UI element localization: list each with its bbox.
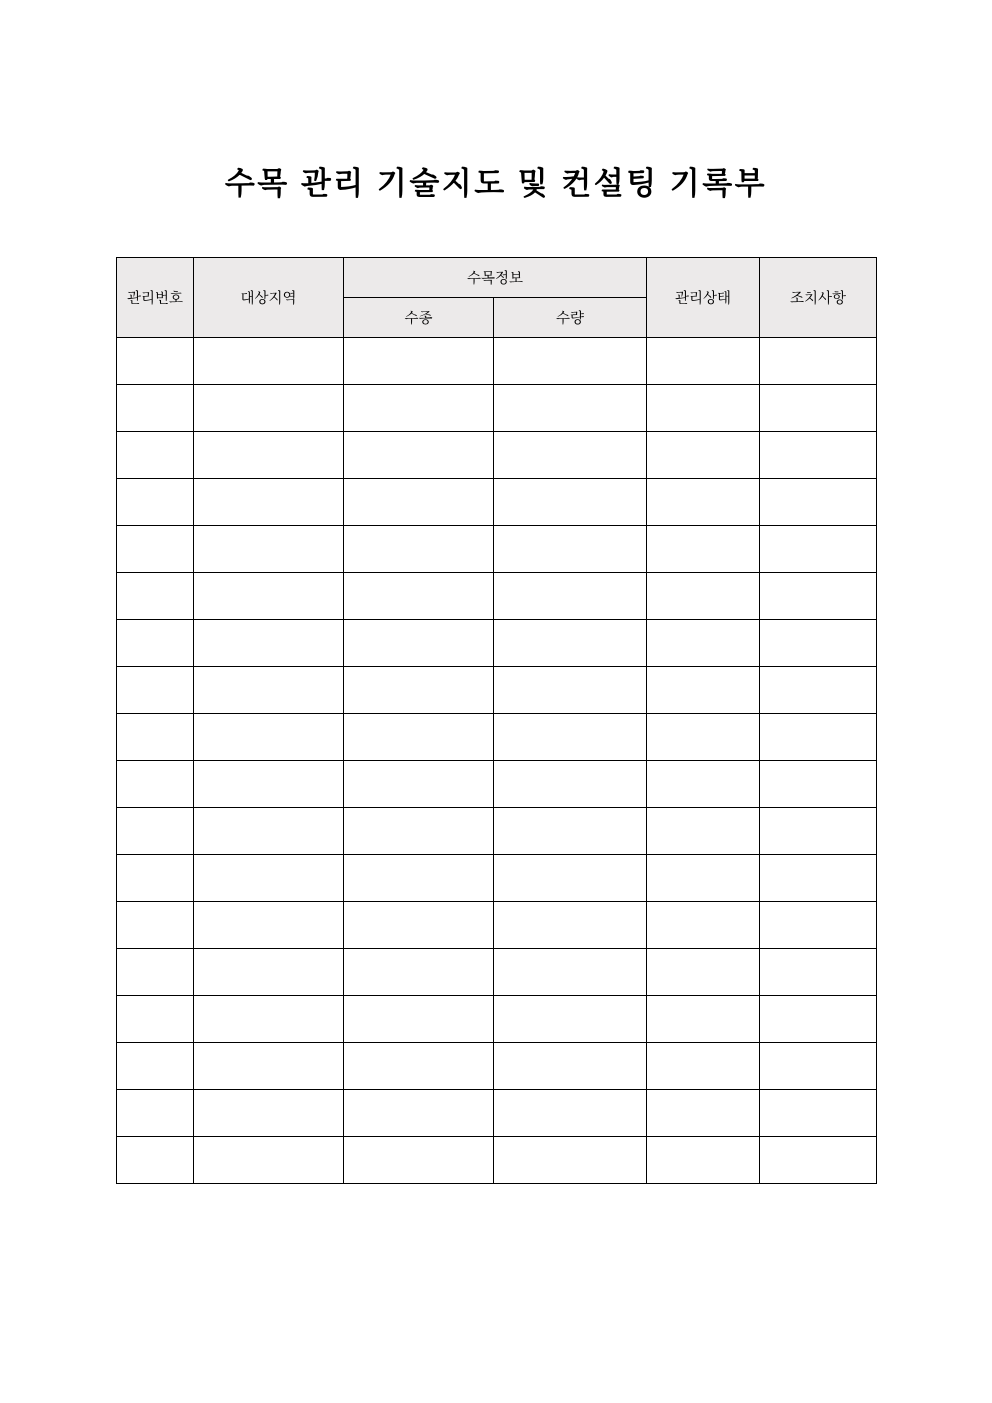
table-row [117,432,877,479]
table-row [117,761,877,808]
cell-manage-no[interactable] [117,855,194,902]
cell-action[interactable] [760,573,877,620]
cell-target-area[interactable] [194,385,344,432]
cell-species[interactable] [344,432,494,479]
cell-manage-state[interactable] [647,573,760,620]
column-header-target-area: 대상지역 [194,258,344,338]
cell-species[interactable] [344,1043,494,1090]
cell-quantity[interactable] [494,808,647,855]
table-row [117,855,877,902]
table-row [117,714,877,761]
cell-target-area[interactable] [194,573,344,620]
tree-management-record-table [116,257,877,1184]
cell-species[interactable] [344,620,494,667]
page-title: 수목 관리 기술지도 및 컨설팅 기록부 [224,166,768,201]
table-row [117,902,877,949]
cell-manage-no[interactable] [117,808,194,855]
table-row [117,1137,877,1184]
table-row [117,1090,877,1137]
cell-species[interactable] [344,855,494,902]
cell-species[interactable] [344,808,494,855]
cell-manage-state[interactable] [647,808,760,855]
cell-manage-no[interactable] [117,902,194,949]
cell-quantity[interactable] [494,479,647,526]
cell-target-area[interactable] [194,996,344,1043]
cell-manage-state[interactable] [647,385,760,432]
cell-quantity[interactable] [494,902,647,949]
cell-quantity[interactable] [494,996,647,1043]
table-row [117,1043,877,1090]
cell-target-area[interactable] [194,526,344,573]
cell-manage-state[interactable] [647,1043,760,1090]
table-row [117,385,877,432]
cell-target-area[interactable] [194,432,344,479]
table-row [117,479,877,526]
cell-target-area[interactable] [194,808,344,855]
cell-manage-no[interactable] [117,996,194,1043]
cell-manage-no[interactable] [117,714,194,761]
cell-action[interactable] [760,996,877,1043]
cell-manage-state[interactable] [647,432,760,479]
column-header-species: 수종 [344,298,494,338]
cell-species[interactable] [344,385,494,432]
cell-quantity[interactable] [494,667,647,714]
table-header-row-1 [117,258,877,298]
cell-action[interactable] [760,949,877,996]
cell-target-area[interactable] [194,338,344,385]
cell-quantity[interactable] [494,1090,647,1137]
cell-action[interactable] [760,667,877,714]
cell-action[interactable] [760,385,877,432]
cell-action[interactable] [760,714,877,761]
cell-species[interactable] [344,1090,494,1137]
cell-manage-state[interactable] [647,902,760,949]
cell-species[interactable] [344,479,494,526]
cell-target-area[interactable] [194,667,344,714]
cell-target-area[interactable] [194,902,344,949]
cell-quantity[interactable] [494,761,647,808]
column-header-manage-state: 관리상태 [647,258,760,338]
cell-species[interactable] [344,949,494,996]
cell-quantity[interactable] [494,526,647,573]
cell-action[interactable] [760,902,877,949]
cell-action[interactable] [760,338,877,385]
table-row [117,808,877,855]
cell-target-area[interactable] [194,1043,344,1090]
cell-species[interactable] [344,1137,494,1184]
cell-manage-no[interactable] [117,949,194,996]
cell-species[interactable] [344,526,494,573]
cell-manage-no[interactable] [117,573,194,620]
cell-manage-no[interactable] [117,526,194,573]
cell-manage-state[interactable] [647,526,760,573]
cell-quantity[interactable] [494,1043,647,1090]
cell-manage-state[interactable] [647,479,760,526]
cell-species[interactable] [344,573,494,620]
cell-quantity[interactable] [494,714,647,761]
cell-manage-no[interactable] [117,385,194,432]
cell-quantity[interactable] [494,432,647,479]
cell-action[interactable] [760,620,877,667]
cell-action[interactable] [760,761,877,808]
cell-quantity[interactable] [494,855,647,902]
cell-manage-state[interactable] [647,338,760,385]
cell-action[interactable] [760,855,877,902]
cell-target-area[interactable] [194,1090,344,1137]
cell-species[interactable] [344,996,494,1043]
cell-quantity[interactable] [494,949,647,996]
table-body [117,338,877,1184]
table-row [117,338,877,385]
cell-manage-no[interactable] [117,338,194,385]
cell-target-area[interactable] [194,479,344,526]
cell-target-area[interactable] [194,1137,344,1184]
cell-action[interactable] [760,479,877,526]
table-row [117,526,877,573]
cell-target-area[interactable] [194,855,344,902]
cell-quantity[interactable] [494,620,647,667]
cell-manage-state[interactable] [647,996,760,1043]
cell-manage-state[interactable] [647,855,760,902]
cell-manage-no[interactable] [117,761,194,808]
cell-manage-no[interactable] [117,620,194,667]
cell-action[interactable] [760,1137,877,1184]
cell-manage-state[interactable] [647,1090,760,1137]
cell-quantity[interactable] [494,385,647,432]
cell-quantity[interactable] [494,573,647,620]
record-table-container [116,257,876,1184]
cell-species[interactable] [344,761,494,808]
table-header [117,258,877,338]
cell-target-area[interactable] [194,714,344,761]
cell-manage-no[interactable] [117,432,194,479]
cell-action[interactable] [760,1043,877,1090]
cell-action[interactable] [760,808,877,855]
table-row [117,996,877,1043]
cell-species[interactable] [344,667,494,714]
cell-action[interactable] [760,432,877,479]
column-header-action: 조치사항 [760,258,877,338]
column-header-tree-info: 수목정보 [344,258,647,298]
cell-target-area[interactable] [194,761,344,808]
cell-manage-state[interactable] [647,949,760,996]
cell-target-area[interactable] [194,949,344,996]
cell-manage-no[interactable] [117,1090,194,1137]
column-header-quantity: 수량 [494,298,647,338]
cell-action[interactable] [760,1090,877,1137]
cell-manage-no[interactable] [117,667,194,714]
table-row [117,620,877,667]
cell-manage-no[interactable] [117,1043,194,1090]
cell-target-area[interactable] [194,620,344,667]
cell-manage-no[interactable] [117,479,194,526]
cell-manage-state[interactable] [647,761,760,808]
cell-manage-state[interactable] [647,1137,760,1184]
cell-species[interactable] [344,902,494,949]
cell-quantity[interactable] [494,1137,647,1184]
cell-species[interactable] [344,338,494,385]
cell-manage-state[interactable] [647,714,760,761]
cell-species[interactable] [344,714,494,761]
cell-quantity[interactable] [494,338,647,385]
table-row [117,667,877,714]
table-row [117,573,877,620]
cell-manage-state[interactable] [647,667,760,714]
cell-action[interactable] [760,526,877,573]
column-header-manage-no: 관리번호 [117,258,194,338]
cell-manage-state[interactable] [647,620,760,667]
cell-manage-no[interactable] [117,1137,194,1184]
table-row [117,949,877,996]
